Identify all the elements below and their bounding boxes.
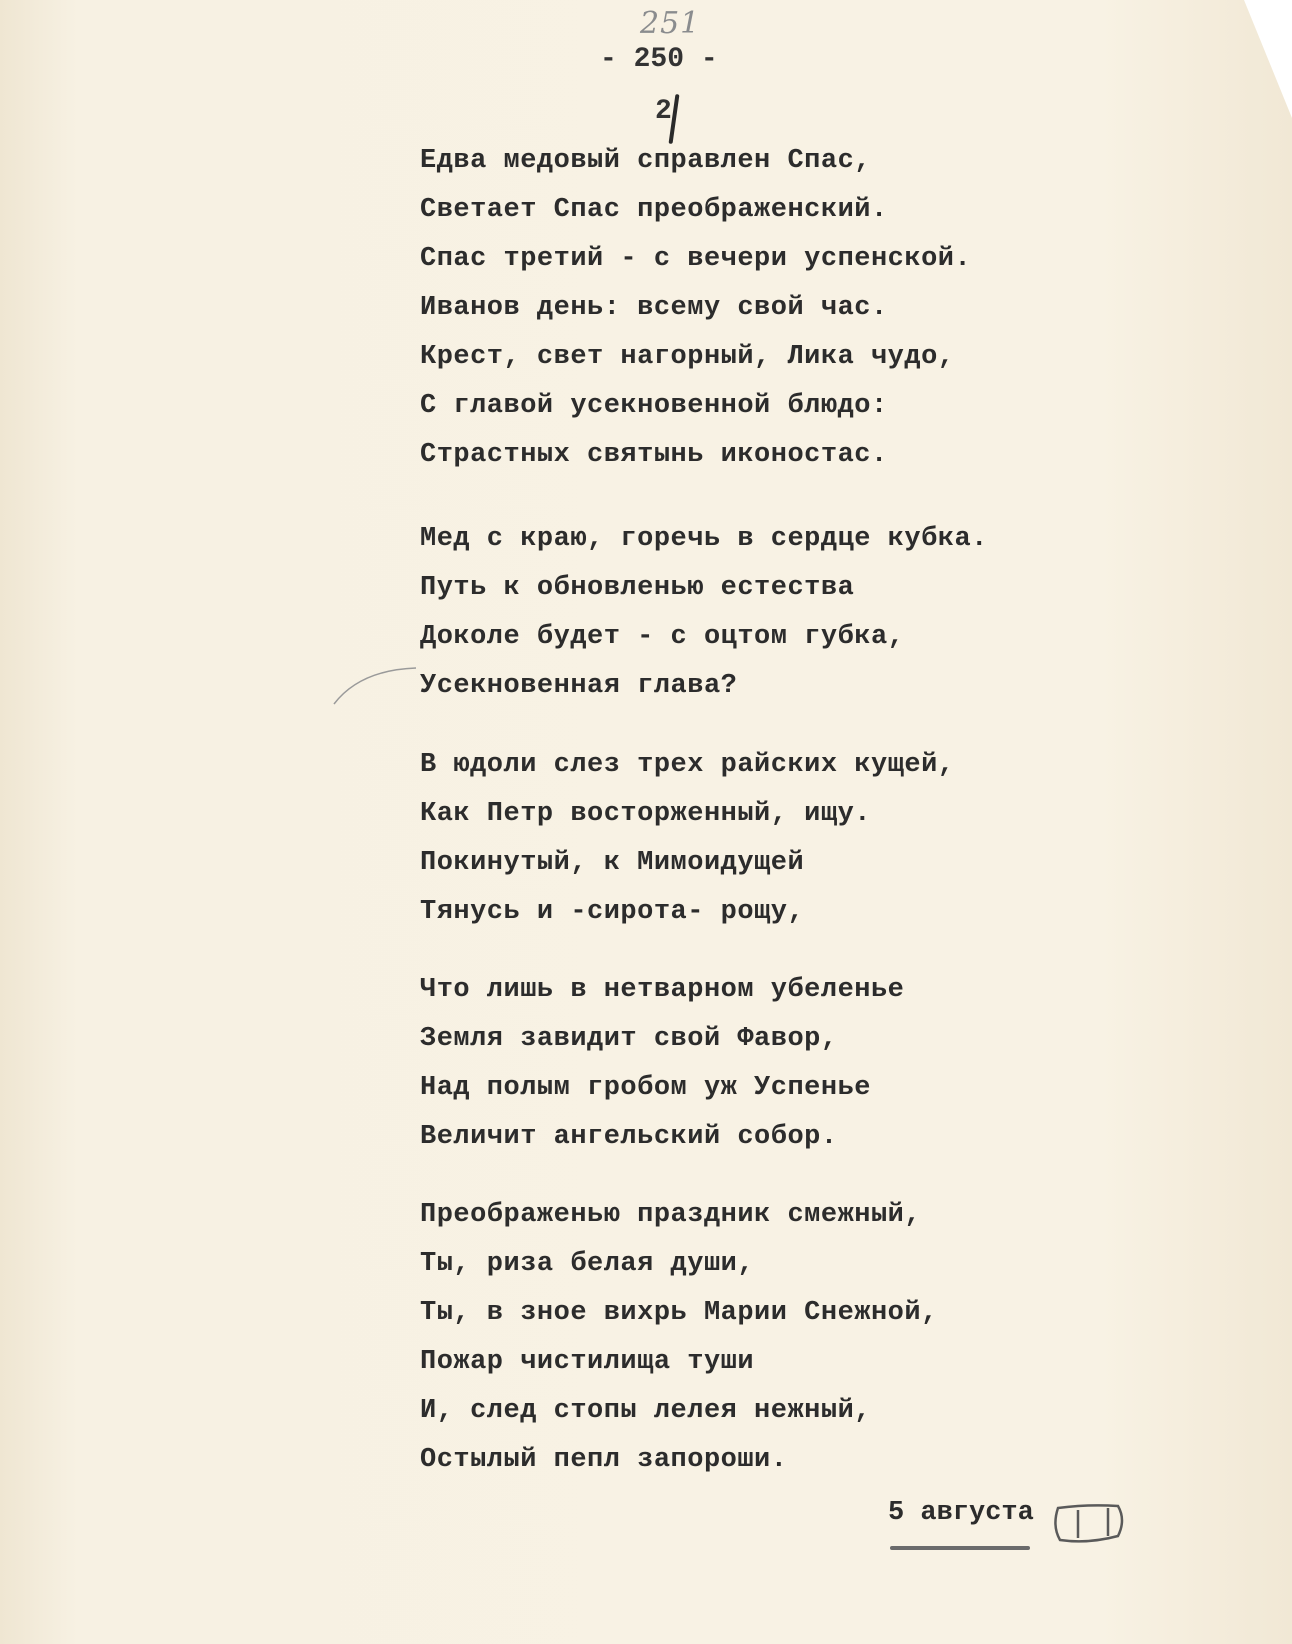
poem-line: Над полым гробом уж Успенье: [420, 1073, 871, 1103]
folded-corner: [1244, 0, 1292, 118]
date-underline: [890, 1546, 1030, 1550]
poem-line: Как Петр восторженный, ищу.: [420, 799, 871, 829]
margin-pencil-stroke: [330, 660, 420, 710]
poem-line: Ты, в зное вихрь Марии Снежной,: [420, 1298, 938, 1328]
poem-line: Светает Спас преображенский.: [420, 195, 888, 225]
poem-line: Покинутый, к Мимоидущей: [420, 848, 805, 878]
poem-number: 2: [655, 96, 672, 127]
poem-line: С главой усекновенной блюдо:: [420, 391, 888, 421]
poem-line: Мед с краю, горечь в сердце кубка.: [420, 524, 988, 554]
poem-line: И, след стопы лелея нежный,: [420, 1396, 871, 1426]
poem-line: Земля завидит свой Фавор,: [420, 1024, 838, 1054]
stanza-4: [420, 966, 904, 1162]
poem-line: Величит ангельский собор.: [420, 1122, 838, 1152]
page-number: - 250 -: [600, 44, 718, 75]
stanza-2: [420, 515, 988, 711]
stanza-1: [420, 137, 971, 480]
poem-line: Тянусь и -сирота- рощу,: [420, 897, 805, 927]
stanza-5: [420, 1191, 938, 1485]
poem-line: Ты, риза белая души,: [420, 1249, 755, 1279]
poem-line: Путь к обновленью естества: [420, 573, 855, 603]
poem-line: Что лишь в нетварном убеленье: [420, 975, 905, 1005]
poem-line: Остылый пепл запороши.: [420, 1445, 788, 1475]
stanza-3: [420, 741, 954, 937]
poem-line: Иванов день: всему свой час.: [420, 293, 888, 323]
poem-line: Преображенью праздник смежный,: [420, 1200, 922, 1230]
poem-line: Доколе будет - с оцтом губка,: [420, 622, 905, 652]
date: 5 августа: [888, 1498, 1034, 1528]
poem-line: Пожар чистилища туши: [420, 1347, 755, 1377]
poem-line: Спас третий - с вечери успенской.: [420, 244, 972, 274]
pencil-page-number: 251: [640, 6, 701, 41]
poem-line: Усекновенная глава?: [420, 671, 738, 701]
poem-line: Страстных святынь иконостас.: [420, 440, 888, 470]
poem-line: Крест, свет нагорный, Лика чудо,: [420, 342, 955, 372]
poem-line: Едва медовый справлен Спас,: [420, 146, 871, 176]
poem-line: В юдоли слез трех райских кущей,: [420, 750, 955, 780]
signature-mark: [1048, 1500, 1168, 1550]
